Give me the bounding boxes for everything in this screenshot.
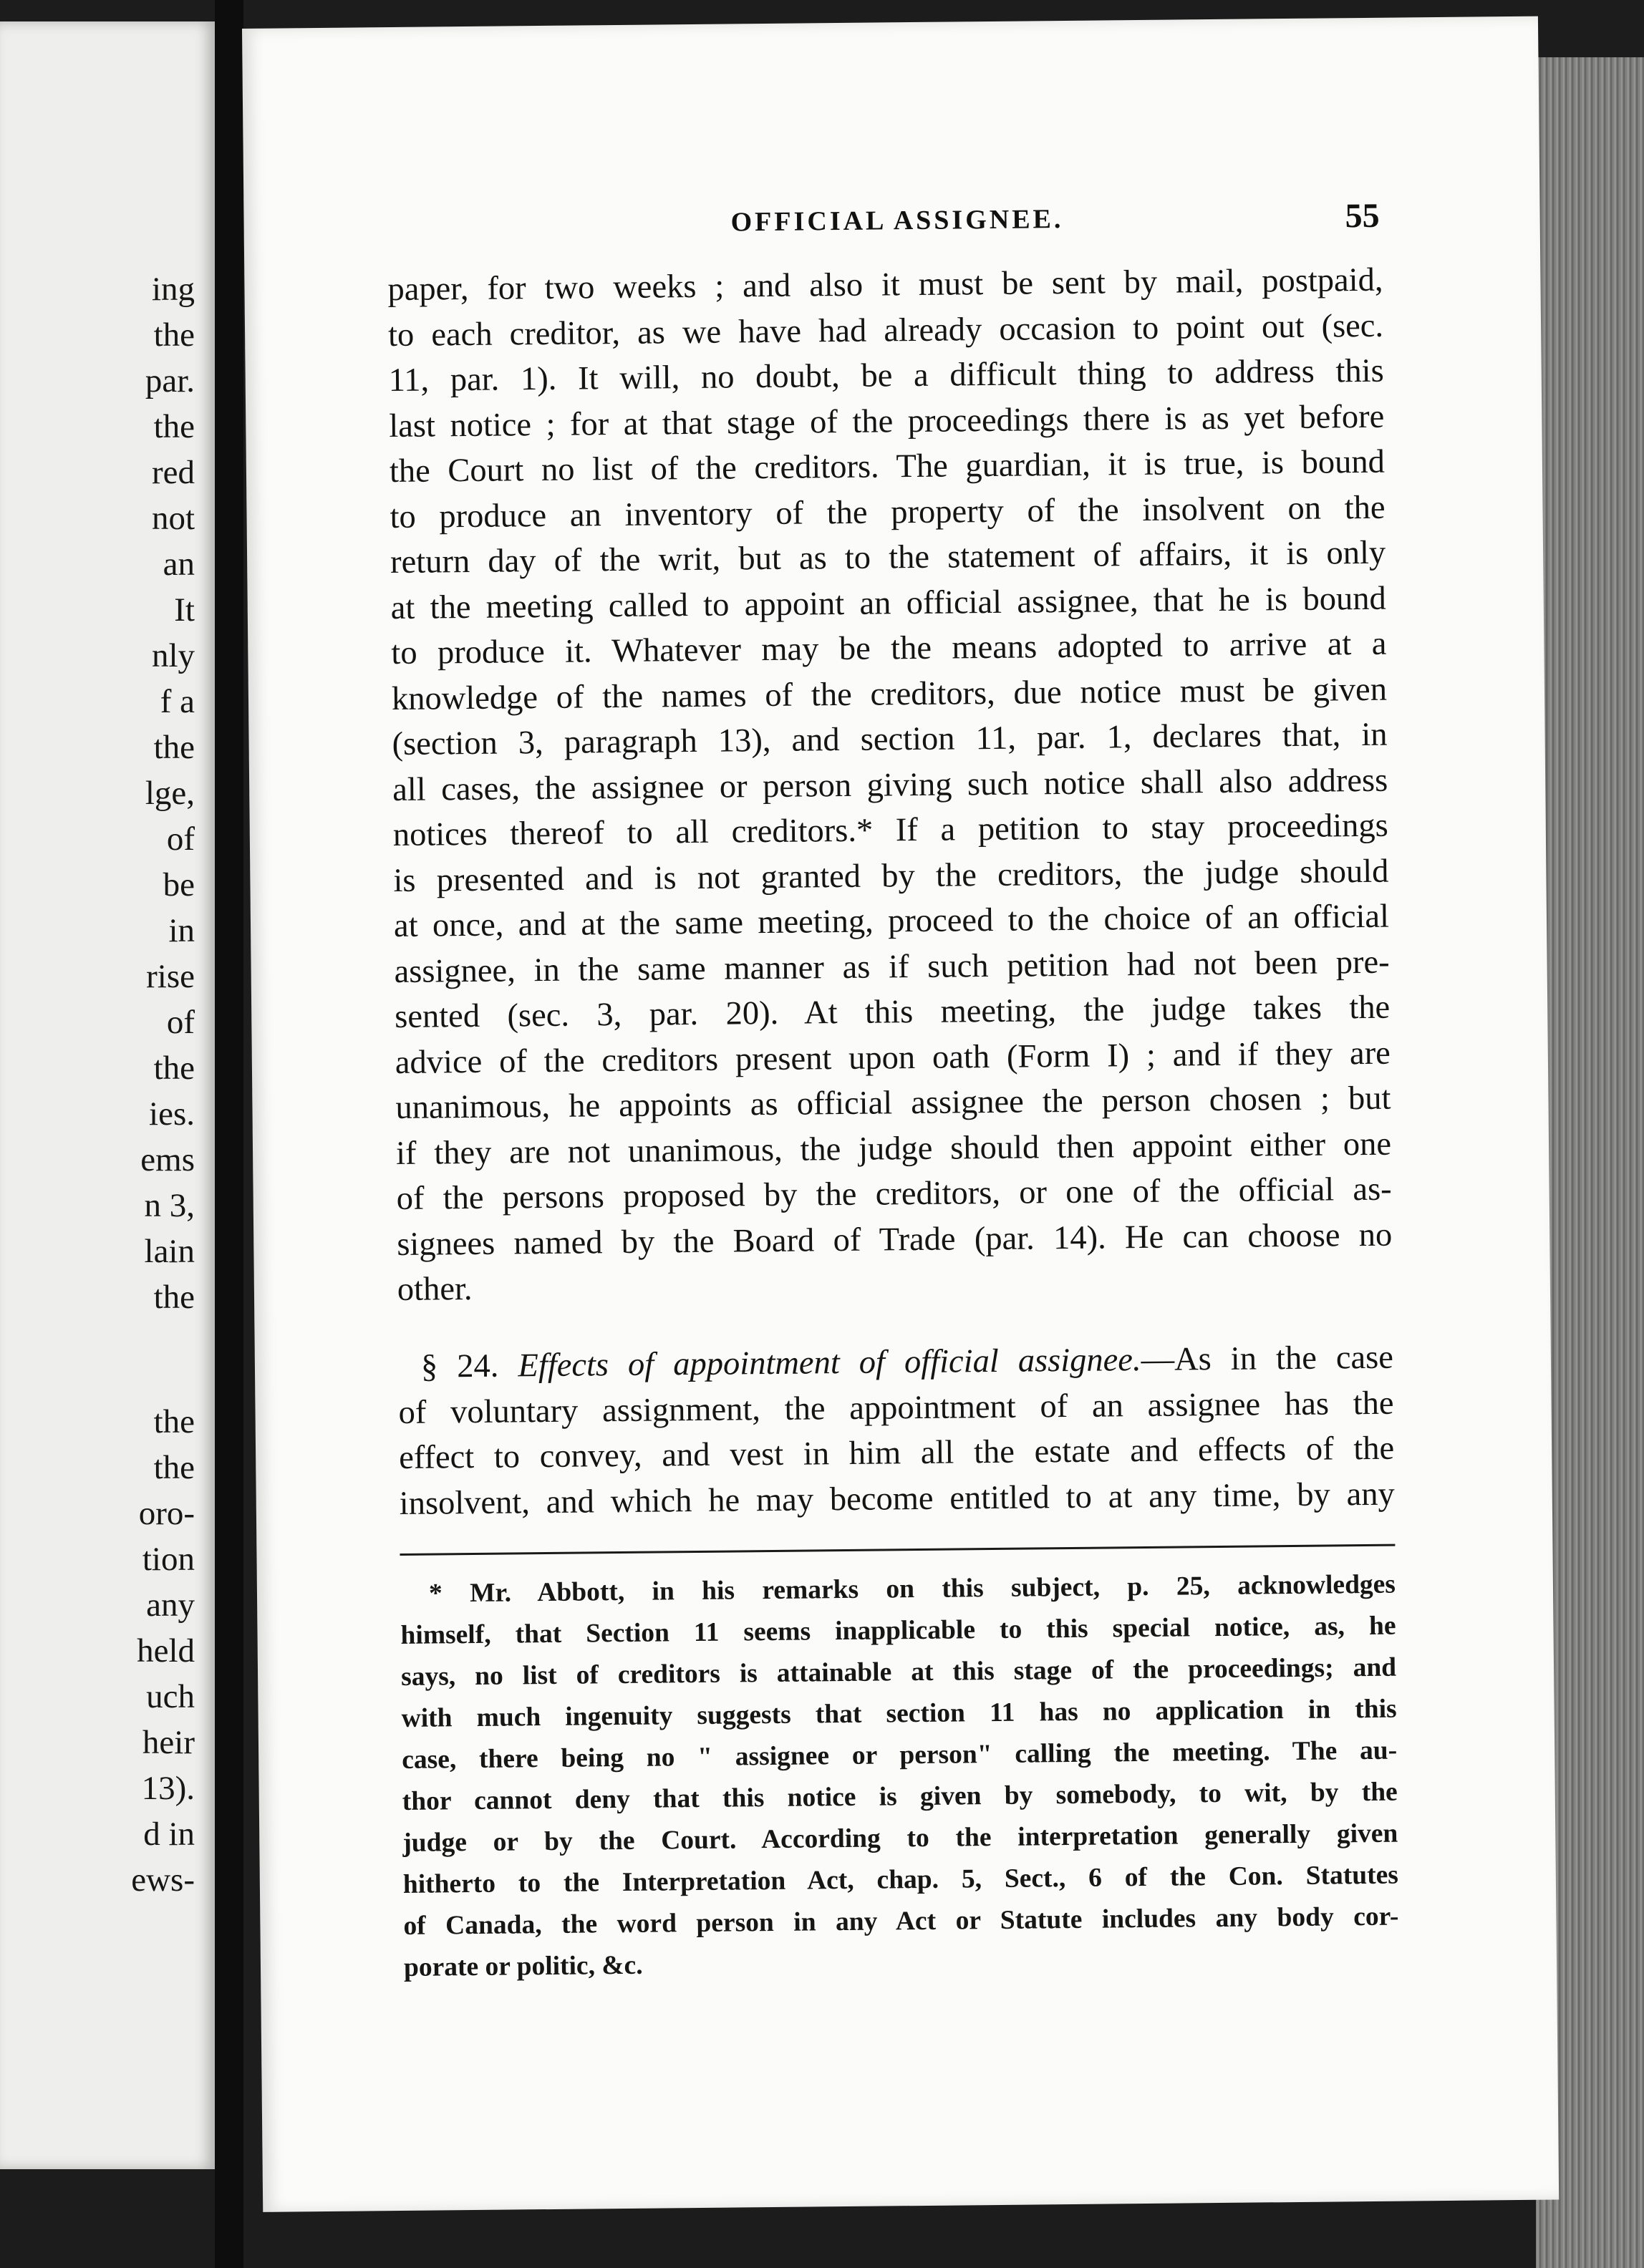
left-fragment: f a <box>160 683 195 720</box>
left-fragment: n 3, <box>144 1187 195 1224</box>
left-fragment: uch <box>146 1678 195 1715</box>
text-line: insolvent, and which he may become entitled to at any time, by any <box>399 1475 1395 1522</box>
footnote-line: porate or politic, &c. <box>403 1950 643 1982</box>
text-line: all cases, the assignee or person giving such notice shall also address <box>392 762 1388 808</box>
footnote-line: judge or by the Court. According to the interpretation generally given <box>402 1818 1398 1858</box>
text-line: at the meeting called to appoint an official assignee, that he is bound <box>390 580 1386 626</box>
footnote-line: hitherto to the Interpretation Act, chap. 5, Sect., 6 of the Con. Statutes <box>402 1860 1399 1899</box>
left-fragment: an <box>163 546 195 583</box>
left-fragment: any <box>146 1586 195 1624</box>
text-line: advice of the creditors present upon oath (Form I) ; and if they are <box>395 1034 1391 1081</box>
text-line: is presented and is not granted by the creditors, the judge should <box>393 853 1389 899</box>
text-line: signees named by the Board of Trade (par. 14). He can choose no <box>397 1216 1393 1263</box>
left-facing-page <box>0 21 215 2169</box>
text-line: of the persons proposed by the creditors, or one of the official as- <box>396 1171 1392 1218</box>
book-gutter <box>215 0 243 2268</box>
footnote-line: says, no list of creditors is attainable at this stage of the proceedings; and <box>400 1652 1397 1692</box>
footnote <box>400 1564 1400 1989</box>
left-fragment: the <box>153 316 195 354</box>
left-fragment: the <box>153 729 195 766</box>
text-line: the Court no list of the creditors. The guardian, it is true, is bound <box>389 443 1386 490</box>
text-line: at once, and at the same meeting, proceed to the choice of an official <box>393 898 1390 945</box>
section-number: § 24. <box>420 1347 499 1385</box>
left-fragment: 13). <box>141 1770 195 1807</box>
left-fragment: not <box>151 500 195 537</box>
text-line: unanimous, he appoints as official assignee the person chosen ; but <box>395 1080 1391 1127</box>
text-line: return day of the writ, but as to the statement of affairs, it is only <box>390 534 1386 581</box>
page-number: 55 <box>1345 196 1380 236</box>
text-line: last notice ; for at that stage of the proceedings there is as yet before <box>389 398 1385 445</box>
text-line: of voluntary assignment, the appointment of an assignee has the <box>398 1385 1394 1431</box>
left-fragment: heir <box>142 1724 195 1761</box>
left-fragment: d in <box>143 1816 195 1853</box>
left-fragment: the <box>153 1279 195 1316</box>
left-fragment: the <box>153 1403 195 1440</box>
running-head <box>243 196 1539 254</box>
left-page-line-fragments <box>109 266 195 1903</box>
footnote-line: of Canada, the word person in any Act or Statute includes any body cor- <box>403 1901 1399 1941</box>
text-line: to each creditor, as we have had already occasion to point out (sec. <box>387 307 1384 354</box>
left-fragment: the <box>153 408 195 445</box>
left-fragment: par. <box>145 362 195 399</box>
page <box>242 16 1559 2212</box>
left-fragment: It <box>174 591 195 629</box>
text-line: knowledge of the names of the creditors, due notice must be given <box>391 671 1388 717</box>
left-fragment: the <box>153 1050 195 1087</box>
left-fragment: lain <box>144 1233 195 1270</box>
footnote-line: thor cannot deny that this notice is given by somebody, to wit, by the <box>402 1777 1398 1816</box>
body-text <box>387 258 1393 1313</box>
text-line: assignee, in the same manner as if such petition had not been pre- <box>394 944 1390 990</box>
left-fragment: ews- <box>131 1861 195 1899</box>
footnote-line: himself, that Section 11 seems inapplicable to this special notice, as, he <box>400 1611 1396 1650</box>
left-fragment: lge, <box>145 775 195 812</box>
running-head-title: OFFICIAL ASSIGNEE. <box>730 203 1064 238</box>
left-fragment: ems <box>140 1141 195 1178</box>
left-fragment: of <box>166 1004 195 1041</box>
text-line: sented (sec. 3, par. 20). At this meeting, the judge takes the <box>395 989 1391 1036</box>
text-line: (section 3, paragraph 13), and section 11, par. 1, declares that, in <box>392 716 1388 763</box>
text-line: if they are not unanimous, the judge should then appoint either one <box>395 1125 1392 1172</box>
left-fragment: rise <box>146 958 195 995</box>
text-line: —As in the case <box>1141 1339 1394 1379</box>
left-fragment: the <box>153 1449 195 1486</box>
footnote-divider <box>400 1544 1395 1556</box>
left-fragment: in <box>168 912 195 949</box>
left-fragment: oro- <box>138 1495 195 1532</box>
text-line: paper, for two weeks ; and also it must be sent by mail, postpaid, <box>387 261 1383 309</box>
text-line: 11, par. 1). It will, no doubt, be a difficult thing to address this <box>388 352 1384 399</box>
left-fragment: of <box>166 820 195 858</box>
section-24 <box>398 1335 1395 1526</box>
left-fragment: ing <box>151 271 195 308</box>
text-line: to produce it. Whatever may be the means adopted to arrive at a <box>391 625 1387 672</box>
footnote-line: with much ingenuity suggests that section 11 has no application in this <box>401 1694 1397 1733</box>
left-fragment: red <box>151 454 195 491</box>
left-fragment: nly <box>151 637 195 674</box>
text-line: effect to convey, and vest in him all the estate and effects of the <box>398 1430 1395 1476</box>
text-line: other. <box>397 1270 473 1308</box>
footnote-line: case, there being no " assignee or person" calling the meeting. The au- <box>402 1735 1398 1775</box>
left-fragment: held <box>137 1632 195 1670</box>
section-heading: Effects of appointment of official assignee. <box>518 1342 1141 1385</box>
left-fragment: be <box>163 866 195 903</box>
left-fragment: ies. <box>149 1095 195 1133</box>
text-line: notices thereof to all creditors.* If a petition to stay proceedings <box>392 807 1389 854</box>
footnote-line: * Mr. Abbott, in his remarks on this subject, p. 25, acknowledges <box>428 1569 1396 1609</box>
left-fragment-gap <box>109 1320 195 1399</box>
text-line: to produce an inventory of the property of the insolvent on the <box>390 489 1386 536</box>
left-fragment: tion <box>142 1541 195 1578</box>
